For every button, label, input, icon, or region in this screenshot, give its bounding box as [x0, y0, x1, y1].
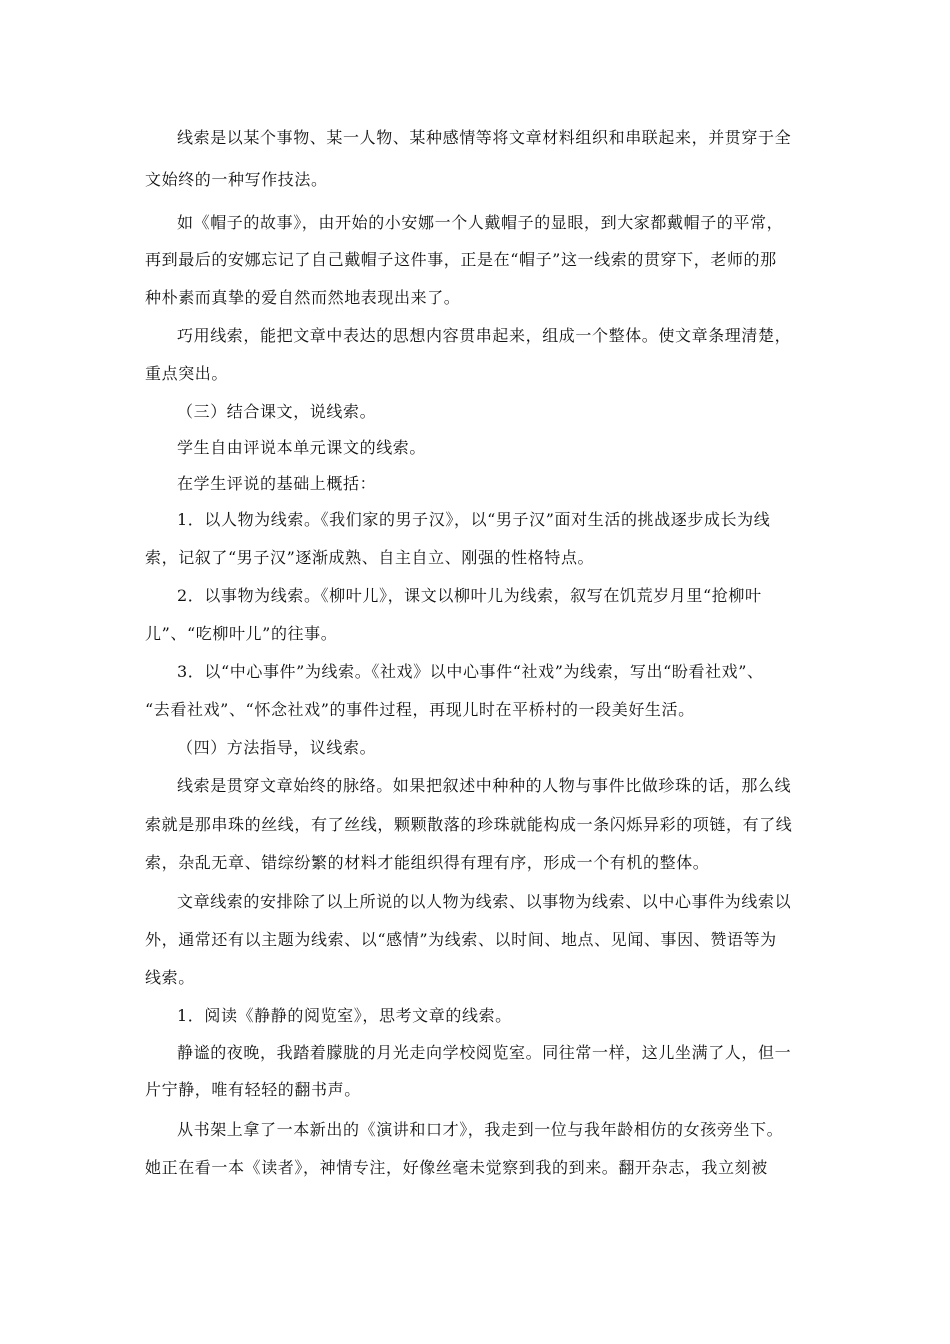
paragraph-line: “去看社戏”、“怀念社戏”的事件过程，再现儿时在平桥村的一段美好生活。	[145, 700, 695, 719]
paragraph-line: 线索。	[145, 968, 195, 987]
paragraph-line: 1．阅读《静静的阅览室》，思考文章的线索。	[177, 1006, 512, 1025]
paragraph-line: 3．以“中心事件”为线索。《社戏》以中心事件“社戏”为线索，写出“盼看社戏”、	[177, 662, 764, 681]
paragraph-line: 从书架上拿了一本新出的《演讲和口才》，我走到一位与我年龄相仿的女孩旁坐下。	[177, 1120, 784, 1139]
paragraph-line: 1．以人物为线索。《我们家的男子汉》，以“男子汉”面对生活的挑战逐步成长为线	[177, 510, 771, 529]
paragraph-line: 如《帽子的故事》，由开始的小安娜一个人戴帽子的显眼，到大家都戴帽子的平常，	[177, 213, 784, 232]
paragraph-line: 种朴素而真挚的爱自然而然地表现出来了。	[145, 288, 461, 307]
paragraph-line: 索，记叙了“男子汉”逐渐成熟、自主自立、刚强的性格特点。	[145, 548, 595, 567]
paragraph-line: 2．以事物为线索。《柳叶儿》，课文以柳叶儿为线索，叙写在饥荒岁月里“抢柳叶	[177, 586, 762, 605]
paragraph-line: 儿”、“吃柳叶儿”的往事。	[145, 624, 338, 643]
paragraph-line: 文章线索的安排除了以上所说的以人物为线索、以事物为线索、以中心事件为线索以	[177, 892, 792, 911]
paragraph-line: 她正在看一本《读者》，神情专注，好像丝毫未觉察到我的到来。翻开杂志，我立刻被	[145, 1158, 768, 1177]
paragraph-line: 索，杂乱无章、错综纷繁的材料才能组织得有理有序，形成一个有机的整体。	[145, 853, 710, 872]
paragraph-line: 线索是以某个事物、某一人物、某种感情等将文章材料组织和串联起来，并贯穿于全	[177, 128, 792, 147]
paragraph-line: 学生自由评说本单元课文的线索。	[177, 438, 427, 457]
section-heading: （四）方法指导，议线索。	[177, 738, 377, 757]
paragraph-line: 索就是那串珠的丝线，有了丝线，颗颗散落的珍珠就能构成一条闪烁异彩的项链，有了线	[145, 815, 793, 834]
section-heading: （三）结合课文，说线索。	[177, 402, 377, 421]
paragraph-line: 文始终的一种写作技法。	[145, 170, 328, 189]
paragraph-line: 外，通常还有以主题为线索、以“感情”为线索、以时间、地点、见闻、事因、赞语等为	[145, 930, 777, 949]
paragraph-line: 线索是贯穿文章始终的脉络。如果把叙述中种种的人物与事件比做珍珠的话，那么线	[177, 776, 792, 795]
paragraph-line: 巧用线索，能把文章中表达的思想内容贯串起来，组成一个整体。使文章条理清楚，	[177, 326, 792, 345]
paragraph-line: 再到最后的安娜忘记了自己戴帽子这件事，正是在“帽子”这一线索的贯穿下，老师的那	[145, 250, 777, 269]
paragraph-line: 在学生评说的基础上概括：	[177, 474, 377, 493]
paragraph-line: 片宁静，唯有轻轻的翻书声。	[145, 1080, 361, 1099]
paragraph-line: 静谧的夜晚，我踏着朦胧的月光走向学校阅览室。同往常一样，这儿坐满了人，但一	[177, 1043, 792, 1062]
paragraph-line: 重点突出。	[145, 364, 229, 383]
